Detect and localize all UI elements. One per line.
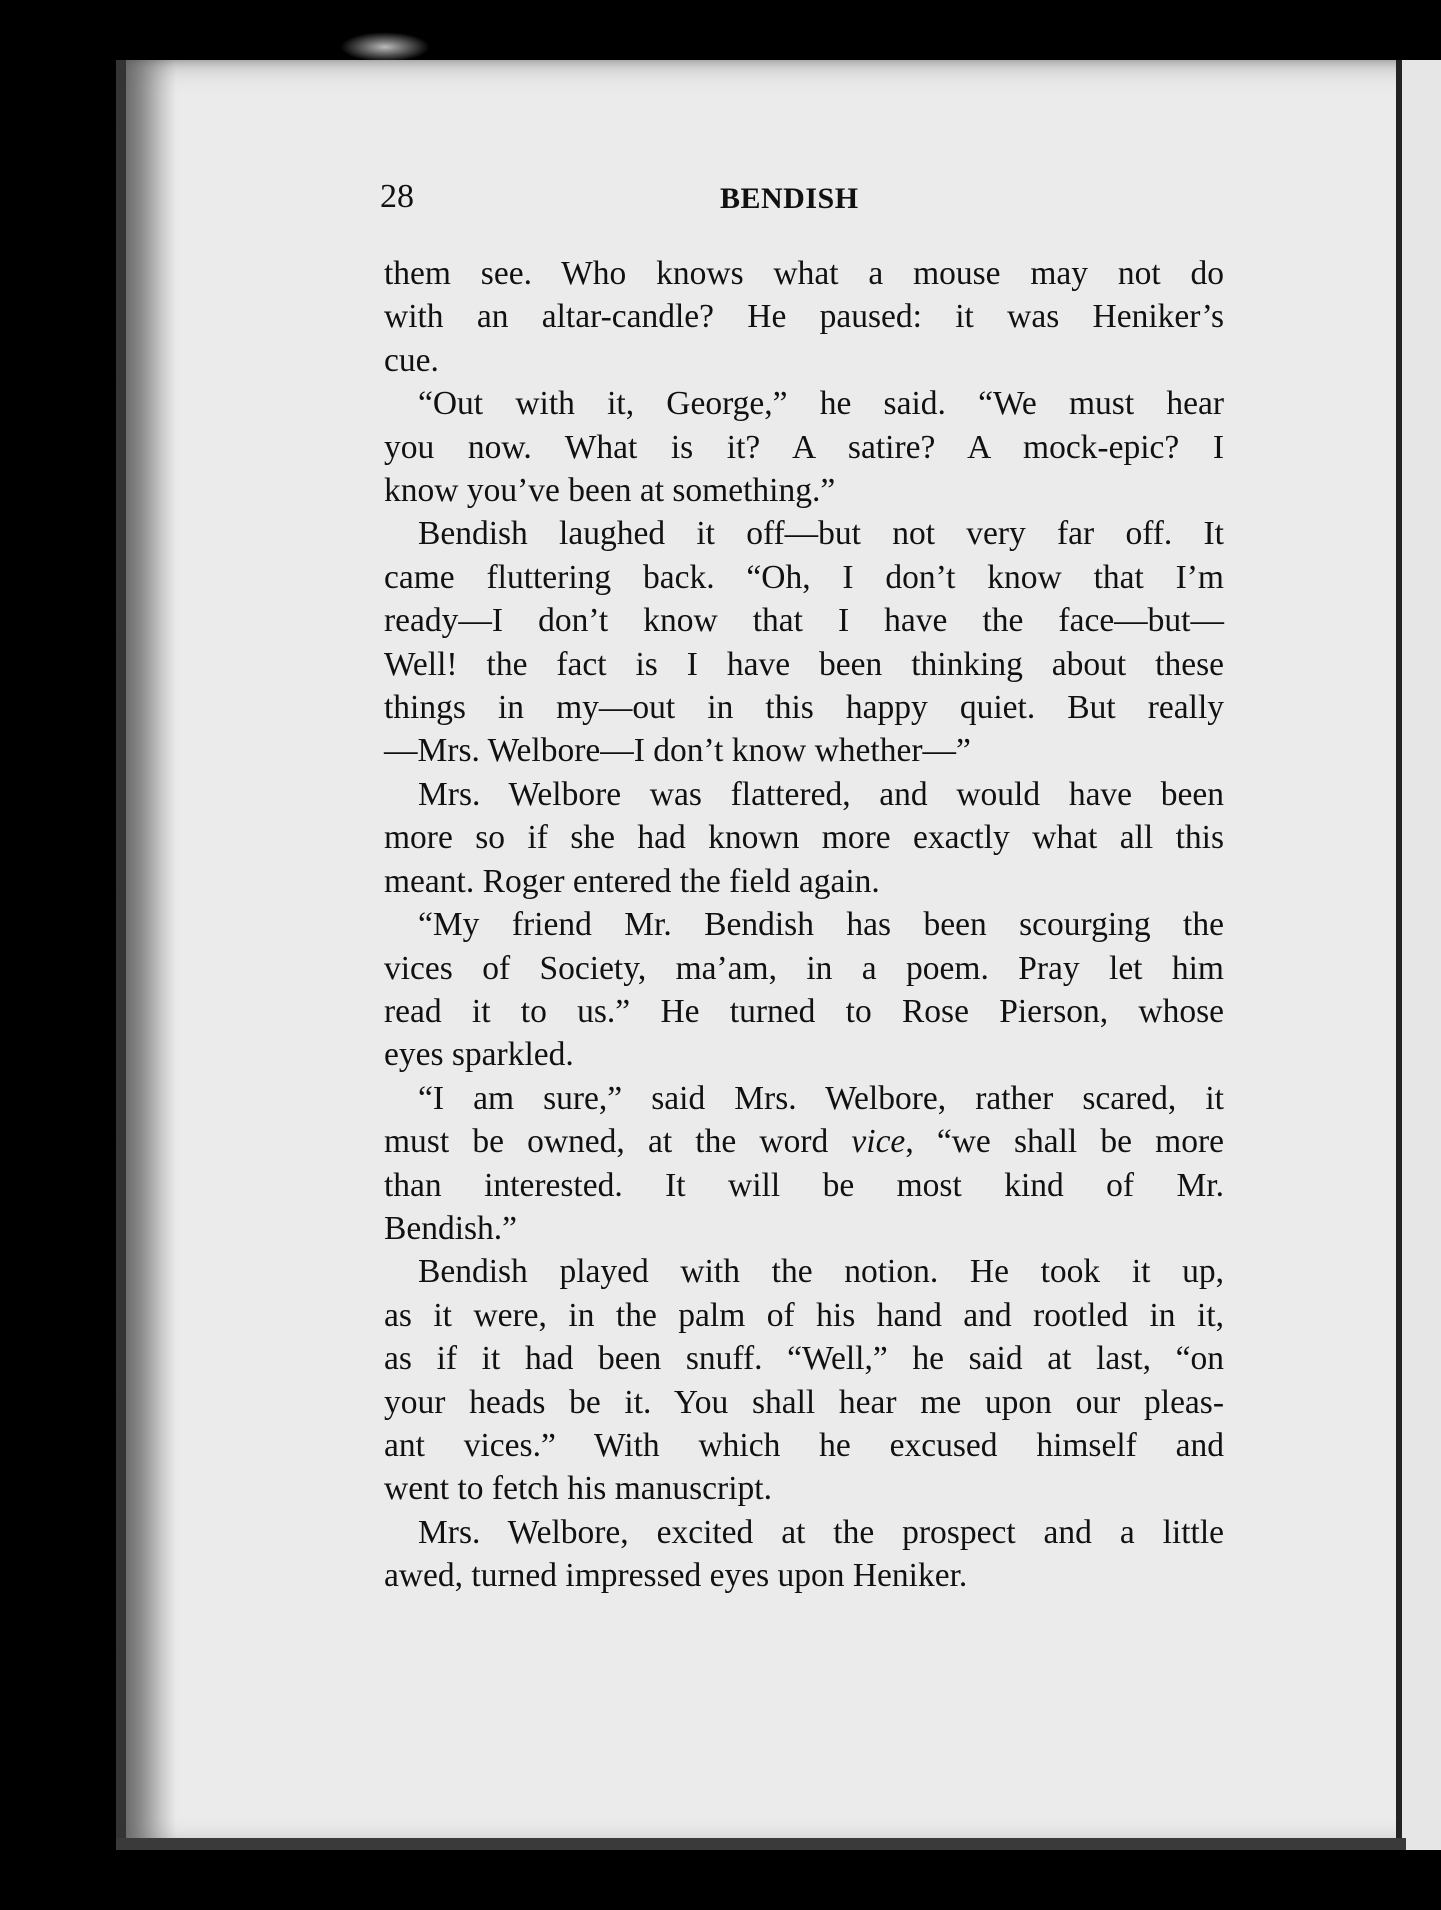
text-line: more so if she had known more exactly what all this [384, 819, 1224, 857]
running-head: BENDISH [720, 182, 859, 215]
text-line: meant. Roger entered the field again. [384, 862, 880, 900]
text-line: Bendish laughed it off—but not very far off. It [418, 515, 1224, 553]
text-line: ant vices.” With which he excused himself and [384, 1426, 1224, 1464]
text-line: eyes sparkled. [384, 1036, 574, 1074]
text-line: your heads be it. You shall hear me upon our pleas- [384, 1383, 1224, 1421]
text-line: know you’ve been at something.” [384, 472, 836, 510]
text-line: “I am sure,” said Mrs. Welbore, rather scared, it [418, 1079, 1224, 1117]
text-line: cue. [384, 341, 439, 379]
facing-page-edge [1396, 60, 1441, 1850]
text-line: ready—I don’t know that I have the face—but— [384, 602, 1224, 640]
text-line: them see. Who knows what a mouse may not do [384, 255, 1224, 292]
text-line: things in my—out in this happy quiet. But really [384, 689, 1224, 727]
text-line: awed, turned impressed eyes upon Heniker. [384, 1557, 968, 1595]
text-line: you now. What is it? A satire? A mock-epic? I [384, 428, 1224, 466]
text-line: Well! the fact is I have been thinking about these [384, 645, 1224, 683]
text-line: —Mrs. Welbore—I don’t know whether—” [384, 732, 971, 770]
scan-smudge [340, 32, 430, 62]
text-line: “My friend Mr. Bendish has been scourging the [418, 906, 1224, 944]
text-line: must be owned, at the word vice, “we shall be more [384, 1123, 1224, 1161]
text-line: Bendish.” [384, 1209, 518, 1247]
spine-shadow [116, 60, 176, 1850]
text-line: Bendish played with the notion. He took it up, [418, 1253, 1224, 1291]
body-text [384, 252, 1224, 1598]
text-line: “Out with it, George,” he said. “We must hear [418, 385, 1224, 423]
text-line: than interested. It will be most kind of Mr. [384, 1166, 1224, 1204]
text-line: Mrs. Welbore was flattered, and would have been [418, 775, 1224, 813]
text-line: as if it had been snuff. “Well,” he said at last, “on [384, 1340, 1224, 1378]
page-number: 28 [380, 178, 414, 215]
emphasis: vice [851, 1123, 906, 1161]
text-line: came fluttering back. “Oh, I don’t know that I’m [384, 558, 1224, 596]
page-bottom-edge [116, 1838, 1406, 1850]
text-line: Mrs. Welbore, excited at the prospect and a little [418, 1513, 1224, 1551]
text-line: vices of Society, ma’am, in a poem. Pray let him [384, 949, 1224, 987]
text-line: as it were, in the palm of his hand and rootled in it, [384, 1296, 1224, 1334]
text-line: with an altar-candle? He paused: it was Heniker’s [384, 298, 1224, 336]
page-header [380, 178, 1228, 228]
text-line: went to fetch his manuscript. [384, 1470, 772, 1508]
text-line: read it to us.” He turned to Rose Pierson, whose [384, 992, 1224, 1030]
